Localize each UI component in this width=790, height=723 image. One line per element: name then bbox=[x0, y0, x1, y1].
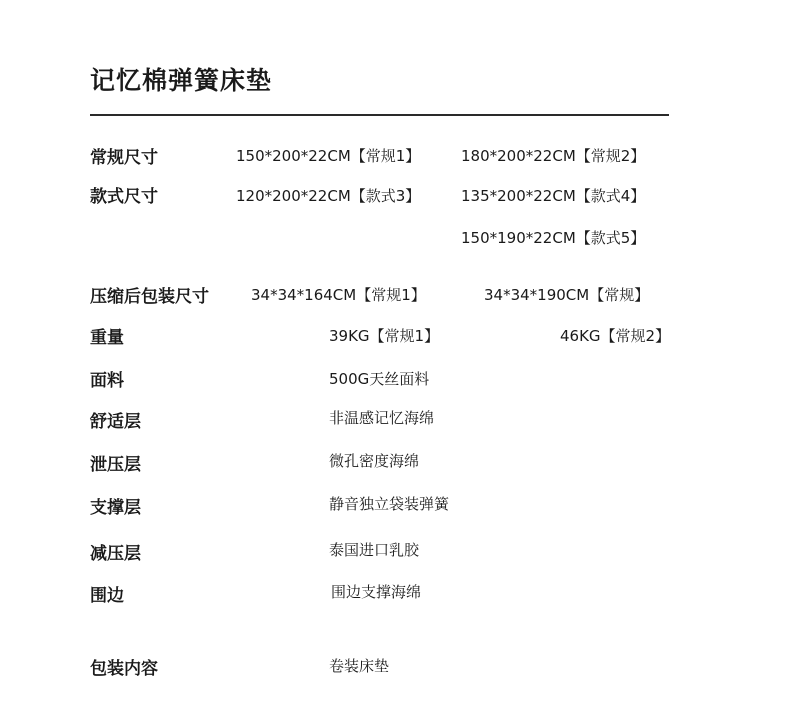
page-title: 记忆棉弹簧床垫 bbox=[90, 66, 273, 95]
cushion-layer-label: 减压层 bbox=[90, 544, 141, 564]
title-divider bbox=[90, 114, 669, 116]
style-size-value-3: 150*190*22CM【款式5】 bbox=[461, 229, 646, 247]
compressed-size-value-1: 34*34*164CM【常规1】 bbox=[251, 286, 426, 304]
comfort-layer-value: 非温感记忆海绵 bbox=[329, 409, 435, 427]
style-size-label: 款式尺寸 bbox=[90, 187, 158, 207]
weight-label: 重量 bbox=[90, 328, 124, 348]
style-size-value-1: 120*200*22CM【款式3】 bbox=[236, 187, 421, 205]
support-layer-label: 支撑层 bbox=[90, 498, 141, 518]
border-label: 围边 bbox=[90, 586, 124, 606]
weight-value-2: 46KG【常规2】 bbox=[560, 327, 671, 345]
package-value: 卷装床垫 bbox=[329, 657, 390, 675]
support-layer-value: 静音独立袋装弹簧 bbox=[329, 495, 450, 513]
fabric-label: 面料 bbox=[90, 371, 124, 391]
weight-value-1: 39KG【常规1】 bbox=[329, 327, 440, 345]
cushion-layer-value: 泰国进口乳胶 bbox=[329, 541, 420, 559]
relief-layer-label: 泄压层 bbox=[90, 455, 141, 475]
regular-size-value-2: 180*200*22CM【常规2】 bbox=[461, 147, 646, 165]
compressed-size-value-2: 34*34*190CM【常规】 bbox=[484, 286, 650, 304]
relief-layer-value: 微孔密度海绵 bbox=[329, 452, 420, 470]
border-value: 围边支撑海绵 bbox=[331, 583, 422, 601]
regular-size-value-1: 150*200*22CM【常规1】 bbox=[236, 147, 421, 165]
package-label: 包装内容 bbox=[90, 659, 158, 679]
fabric-value: 500G天丝面料 bbox=[329, 370, 430, 388]
comfort-layer-label: 舒适层 bbox=[90, 412, 141, 432]
compressed-size-label: 压缩后包装尺寸 bbox=[90, 287, 209, 307]
style-size-value-2: 135*200*22CM【款式4】 bbox=[461, 187, 646, 205]
regular-size-label: 常规尺寸 bbox=[90, 148, 158, 168]
